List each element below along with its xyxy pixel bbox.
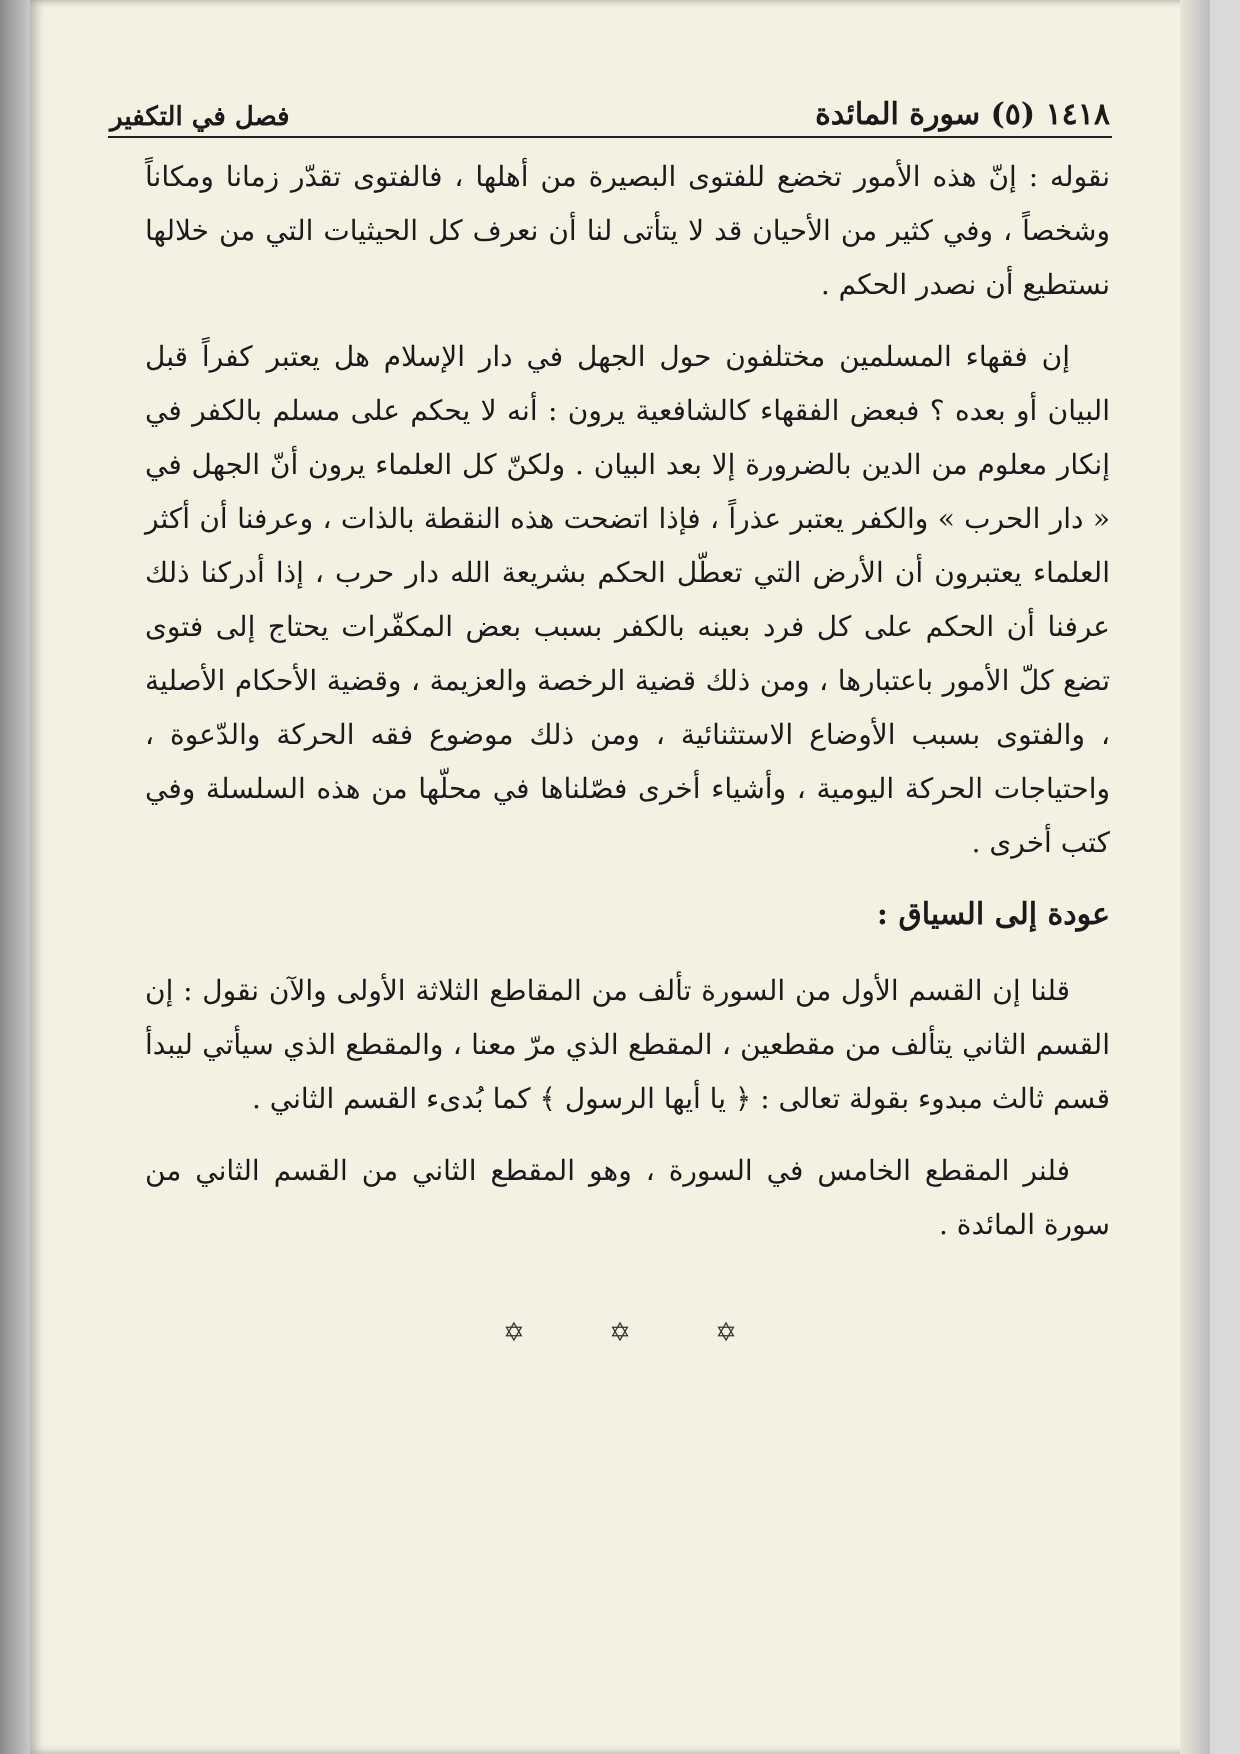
- book-spine-shadow: [0, 0, 30, 1754]
- section-end-ornament: [30, 1318, 1210, 1348]
- page-body: [145, 150, 1110, 1270]
- running-section-title: فصل في التكفير: [110, 102, 290, 132]
- star-ornament-icon: ✡: [715, 1318, 737, 1348]
- book-page: [30, 0, 1210, 1754]
- paragraph-2: إن فقهاء المسلمين مختلفون حول الجهل في دار الإسلام هل يعتبر كفراً قبل البيان أو بعده ؟ فبعض الفقهاء كالشافعية يرون : أنه لا يحكم على مسلم بالكفر في إنكار معلوم من الدين بالضرورة إلا بعد البيان . ولكنّ كل العلماء يرون أنّ الجهل في « دار الحرب » والكفر يعتبر عذراً ، فإذا اتضحت هذه النقطة بالذات ، وعرفنا أن أكثر العلماء يعتبرون أن الأرض التي تعطّل الحكم بشريعة الله دار حرب ، إذا أدركنا ذلك عرفنا أن الحكم على كل فرد بعينه بالكفر بسبب بعض المكفّرات يحتاج إلى فتوى تضع كلّ الأمور باعتبارها ، ومن ذلك قضية الرخصة والعزيمة ، وقضية الأحكام الأصلية ، والفتوى بسبب الأوضاع الاستثنائية ، ومن ذلك موضوع فقه الحركة والدّعوة ، واحتياجات الحركة اليومية ، وأشياء أخرى فصّلناها في محلّها من هذه السلسلة وفي كتب أخرى .: [145, 340, 1110, 859]
- paragraph-3: قلنا إن القسم الأول من السورة تألف من المقاطع الثلاثة الأولى والآن نقول : إن القسم الثاني يتألف من مقطعين ، المقطع الذي مرّ معنا ، والمقطع الذي سيأتي ليبدأ قسم ثالث مبدوء بقولة تعالى : ﴿ يا أيها الرسول ﴾ كما بُدىء القسم الثاني .: [145, 974, 1110, 1115]
- paragraph-1: نقوله : إنّ هذه الأمور تخضع للفتوى البصيرة من أهلها ، فالفتوى تقدّر زمانا ومكاناً وشخصاً ، وفي كثير من الأحيان قد لا يتأتى لنا أن نعرف كل الحيثيات التي من خلالها نستطيع أن نصدر الحكم .: [145, 160, 1110, 301]
- star-ornament-icon: ✡: [503, 1318, 525, 1348]
- star-ornament-icon: ✡: [609, 1318, 631, 1348]
- page-number-title: ١٤١٨ (٥) سورة المائدة: [815, 97, 1110, 132]
- paragraph-4: فلنر المقطع الخامس في السورة ، وهو المقطع الثاني من القسم الثاني من سورة المائدة .: [145, 1154, 1110, 1241]
- page-header: [110, 72, 1110, 132]
- section-heading: عودة إلى السياق :: [876, 897, 1110, 932]
- page-edge: [1180, 0, 1210, 1754]
- header-divider: [108, 136, 1112, 138]
